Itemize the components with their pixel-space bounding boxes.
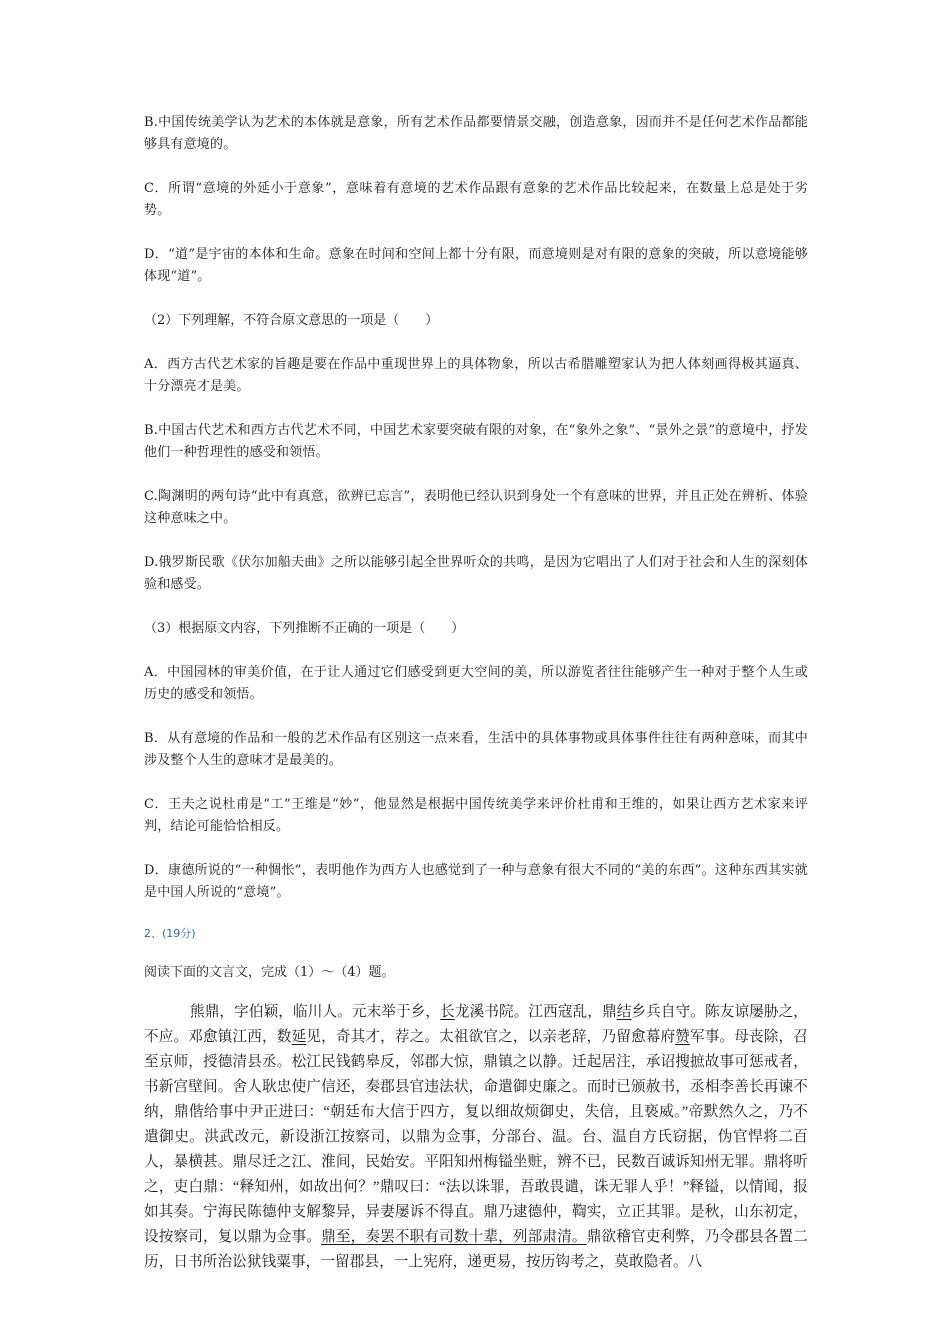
passage-text: 龙溪书院。江西寇乱，鼎	[454, 1004, 617, 1020]
passage-text: 见，奇其才，荐之。太祖欲官之，以亲老辞，乃留愈幕府	[306, 1029, 676, 1045]
passage-text: 熊鼎，字伯颖，临川人。元末举于乡，	[190, 1004, 441, 1020]
q2-option-c: C.陶渊明的两句诗“此中有真意，欲辨已忘言”，表明他已经认识到身处一个有意味的世界，并且正处在辨析、体验这种意味之中。	[144, 489, 808, 526]
underlined-word: 赞	[675, 1029, 690, 1045]
passage-text: 乡兵自守。陈友谅屡胁之，不应。邓愈镇江西，数	[144, 1004, 808, 1045]
q3-option-b: B．从有意境的作品和一般的艺术作品有区别这一点来看，生活中的具体事物或具体事件往往有两种意味，而其中涉及整个人生的意味才是最美的。	[144, 731, 808, 768]
q1-option-c: C．所谓“意境的外延小于意象”，意味着有意境的艺术作品跟有意象的艺术作品比较起来，在数量上总是处于劣势。	[144, 181, 808, 218]
passage-text: 军事。母丧除，召至京师，授德清县丞。松江民钱鹤皋反，邻郡大惊，鼎镇之以静。迁起居注，承诏搜摭故事可惩戒者，书新宫壁间。舍人耿忠使广信还，奏郡县官违法状，命遣御史廉之。而时已颁赦书，丞相李善长再谏不纳，鼎偕给事中尹正进曰：“朝廷布大信于四方，复以细故烦御史，失信，且亵威。”帝默然久之，乃不遣御史。洪武改元，新设浙江按察司，以鼎为佥事，分部台、温。台、温自方氏窃据，伪官悍将二百人，暴横甚。鼎尽迁之江、淮间，民始安。平阳知州梅镒坐赃，辨不已，民数百诚诉知州无罪。鼎将听之，吏白鼎：“释知州，如故出何？”鼎叹曰：“法以诛罪，吾敢畏谴，诛无罪人乎！”释镒，以情闻，报如其奏。宁海民陈德仲支解黎异，异妻屡诉不得直。鼎乃逮德仲，鞫实，立正其罪。是秋，山东初定，设按察司，复以鼎为佥事。	[144, 1029, 808, 1245]
q3-heading: （3）根据原文内容，下列推断不正确的一项是（ ）	[144, 621, 465, 636]
section-2-instructions: 阅读下面的文言文，完成（1）～（4）题。	[144, 965, 395, 980]
underlined-word: 延	[291, 1029, 307, 1045]
q1-option-b: B.中国传统美学认为艺术的本体就是意象，所有艺术作品都要情景交融，创造意象，因而并不是任何艺术作品都能够具有意境的。	[144, 115, 808, 152]
q2-option-b: B.中国古代艺术和西方古代艺术不同，中国艺术家要突破有限的对象，在“象外之象”、“景外之景”的意境中，抒发他们一种哲理性的感受和领悟。	[144, 423, 808, 460]
underlined-word: 长	[440, 1004, 455, 1020]
underlined-sentence: 鼎至，奏罢不职有司数十辈，列部肃清。	[321, 1229, 587, 1245]
document-page	[144, 112, 808, 1290]
underlined-word: 结	[616, 1004, 632, 1020]
q2-option-d: D.俄罗斯民歌《伏尔加船夫曲》之所以能够引起全世界听众的共鸣，是因为它唱出了人们对于社会和人生的深刻体验和感受。	[144, 555, 808, 592]
passage-text: 鼎欲稽官吏利弊，乃令郡县各置二历，日书所治讼狱钱粟事，一留郡县，一上宪府，递更易，按历钩考之，莫敢隐者。八	[144, 1229, 808, 1270]
q2-heading: （2）下列理解，不符合原文意思的一项是（ ）	[144, 313, 439, 328]
q3-option-a: A．中国园林的审美价值，在于让人通过它们感受到更大空间的美，所以游览者往往能够产生一种对于整个人生或历史的感受和领悟。	[144, 665, 808, 702]
q2-option-a: A．西方古代艺术家的旨趣是要在作品中重现世界上的具体物象，所以古希腊雕塑家认为把人体刻画得极其逼真、十分漂亮才是美。	[144, 357, 808, 394]
classical-chinese-passage	[144, 1000, 808, 1275]
section-2-heading: 2、(19分)	[144, 927, 196, 940]
q3-option-d: D．康德所说的“一种惆怅”，表明他作为西方人也感觉到了一种与意象有很大不同的“美的东西”。这种东西其实就是中国人所说的“意境”。	[144, 863, 808, 900]
q1-option-d: D．“道”是宇宙的本体和生命。意象在时间和空间上都十分有限，而意境则是对有限的意象的突破，所以意境能够体现“道”。	[144, 247, 808, 284]
q3-option-c: C．王夫之说杜甫是“工”王维是“妙”，他显然是根据中国传统美学来评价杜甫和王维的，如果让西方艺术家来评判，结论可能恰恰相反。	[144, 797, 808, 834]
